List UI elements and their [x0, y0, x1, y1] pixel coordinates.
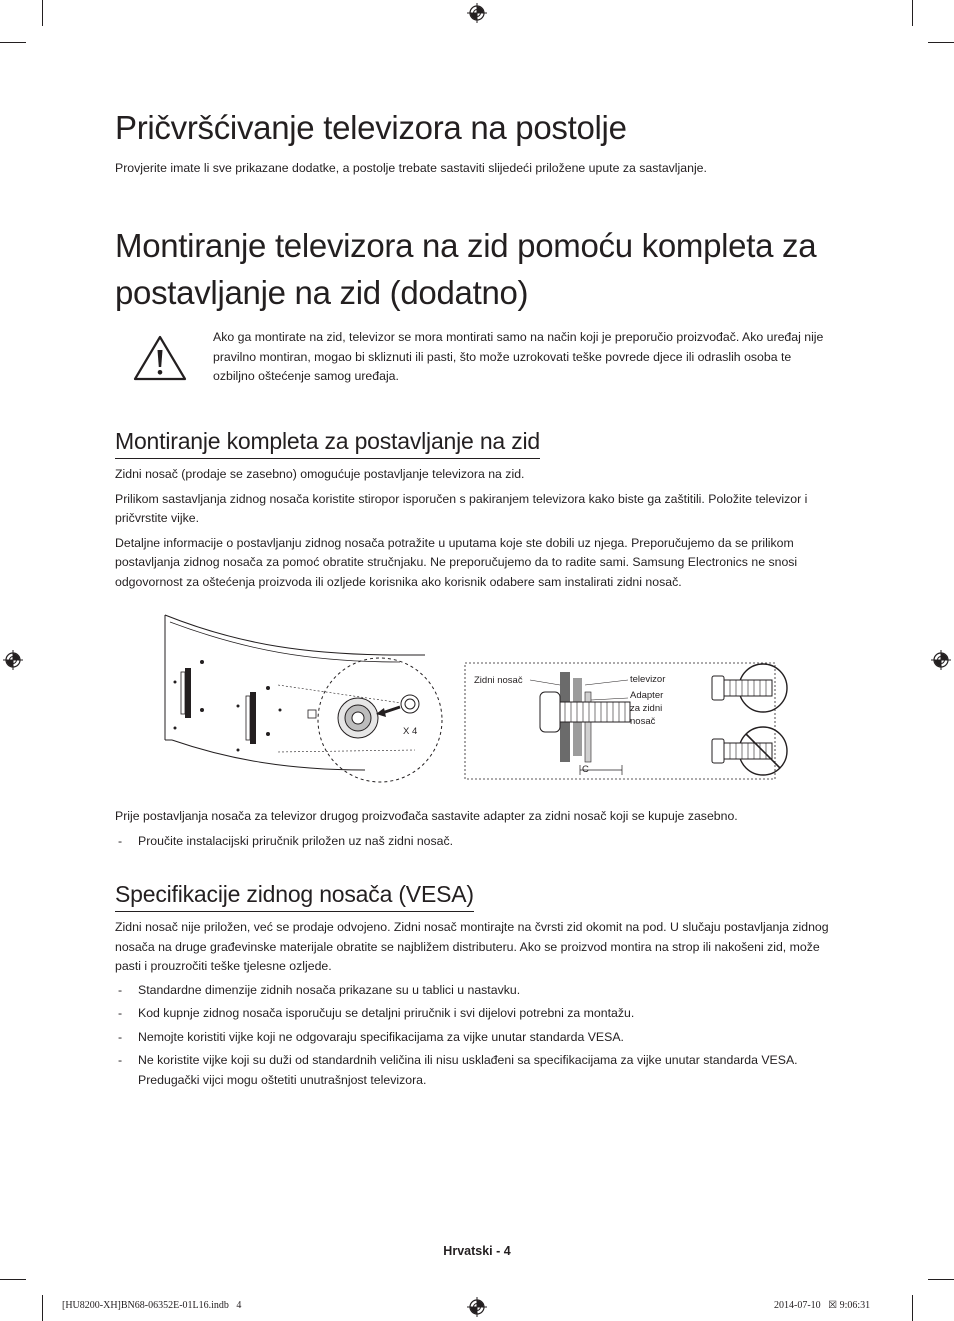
bullet-item — [115, 1028, 840, 1048]
label-adapter-3: nosač — [630, 716, 656, 727]
bullet-text: Kod kupnje zidnog nosača isporučuju se detaljni priručnik i svi dijelovi potrebni za montažu. — [138, 1006, 635, 1020]
registration-mark-top — [467, 3, 487, 23]
bullet-dash: - — [118, 1053, 123, 1067]
warning-text: Ako ga montirate na zid, televizor se mora montirati samo na način koji je preporučio proizvođač. Ako uređaj nije pravilno montiran, mogao bi skliznuti ili pasti, što može uzrokovati teške povrede djece ili odraslih osoba te ozbiljno oštećenje samog uređaja. — [213, 330, 824, 383]
section-title-stand: Pričvršćivanje televizora na postolje — [115, 109, 627, 146]
paragraph: Zidni nosač (prodaje se zasebno) omogućuje postavljanje televizora na zid. — [115, 467, 525, 481]
label-c: C — [582, 764, 589, 775]
label-wall-mount: Zidni nosač — [474, 675, 523, 686]
crop-mark-top-left-v — [42, 0, 43, 26]
crop-mark-bottom-left-v — [42, 1295, 43, 1321]
section-text-stand: Provjerite imate li sve prikazane dodatke, a postolje trebate sastaviti slijedeći priložene upute za sastavljanje. — [115, 161, 707, 175]
bullet-text: Nemojte koristiti vijke koji ne odgovaraju specifikacijama za vijke unutar standarda VESA. — [138, 1029, 624, 1044]
crop-mark-top-right-v — [912, 0, 913, 26]
subsection-title-vesa: Specifikacije zidnog nosača (VESA) — [115, 880, 474, 912]
label-adapter-2: za zidni — [630, 703, 663, 714]
bullet-item — [115, 1051, 840, 1090]
bullet-item — [115, 981, 840, 1001]
bullet-dash: - — [118, 834, 123, 848]
subsection-title-wall-kit: Montiranje kompleta za postavljanje na zid — [115, 427, 540, 459]
wall-mount-figure — [160, 610, 800, 795]
paragraph: Zidni nosač nije priložen, već se prodaje odvojeno. Zidni nosač montirajte na čvrsti zid okomit na pod. U slučaju postavljanja zidnog nosača na druge građevinske materijale obratite se najbližem distributeru. Ako se proizvod montira na strop ili nakošeni zid, može pasti i prouzročiti teške tjelesne ozljede. — [115, 920, 829, 973]
paragraph: Detaljne informacije o postavljanju zidnog nosača potražite u uputama koje ste dobili uz njega. Preporučujemo da se prilikom postavljanja zidnog nosača za pomoć obratite stručnjaku. Ne preporučujemo da to radite sami. Samsung Electronics ne snosi odgovornost za oštećenja proizvoda ili ozljede korisnika ako korisnik odabere sam instalirati zidni nosač. — [115, 535, 798, 589]
registration-mark-bottom — [467, 1297, 487, 1317]
wall-mount-illustration — [160, 610, 800, 795]
section-title-line-2: postavljanje na zid (dodatno) — [115, 274, 529, 311]
registration-mark-right — [931, 650, 951, 670]
subsection-wall-kit — [115, 427, 840, 592]
bullet-text: Proučite instalacijski priručnik priložen uz naš zidni nosač. — [138, 834, 454, 848]
bullet-dash: - — [118, 1006, 123, 1020]
warning-icon — [132, 334, 188, 382]
subsection-vesa — [115, 880, 840, 1090]
bullet-dash: - — [118, 982, 123, 997]
label-adapter-1: Adapter — [630, 690, 664, 701]
print-footer-date: 2014-07-10 ☒ 9:06:31 — [774, 1300, 871, 1311]
bullet-text: Standardne dimenzije zidnih nosača prikazane su u tablici u nastavku. — [138, 982, 521, 997]
page-number: Hrvatski - 4 — [443, 1244, 511, 1258]
paragraph-before-mounting: Prije postavljanja nosača za televizor drugog proizvođača sastavite adapter za zidni nosač koji se kupuje zasebno. — [115, 809, 738, 823]
x4-label: X 4 — [403, 726, 418, 737]
bullet-item — [115, 832, 840, 852]
section-title-wall-mount — [115, 222, 875, 316]
bullet-text: Ne koristite vijke koji su duži od standardnih veličina ili nisu usklađeni sa specifikacijama za vijke unutar standarda VESA. Predugački vijci mogu oštetiti unutrašnjost televizora. — [138, 1053, 798, 1087]
paragraph: Prilikom sastavljanja zidnog nosača koristite stiropor isporučen s pakiranjem televizora kako biste ga zaštitili. Položite televizor i pričvrstite vijke. — [115, 491, 808, 525]
label-tv: televizor — [630, 674, 666, 685]
print-footer-file: [HU8200-XH]BN68-06352E-01L16.indb 4 — [62, 1300, 242, 1311]
crop-mark-bottom-right-h — [928, 1279, 954, 1280]
bullet-item — [115, 1004, 840, 1024]
bullet-dash: - — [118, 1029, 123, 1044]
registration-mark-left — [3, 650, 23, 670]
crop-mark-bottom-right-v — [912, 1295, 913, 1321]
crop-mark-top-right-h — [928, 42, 954, 43]
crop-mark-top-left-h — [0, 42, 26, 43]
crop-mark-bottom-left-h — [0, 1279, 26, 1280]
section-title-line-1: Montiranje televizora na zid pomoću kompleta za — [115, 227, 817, 264]
